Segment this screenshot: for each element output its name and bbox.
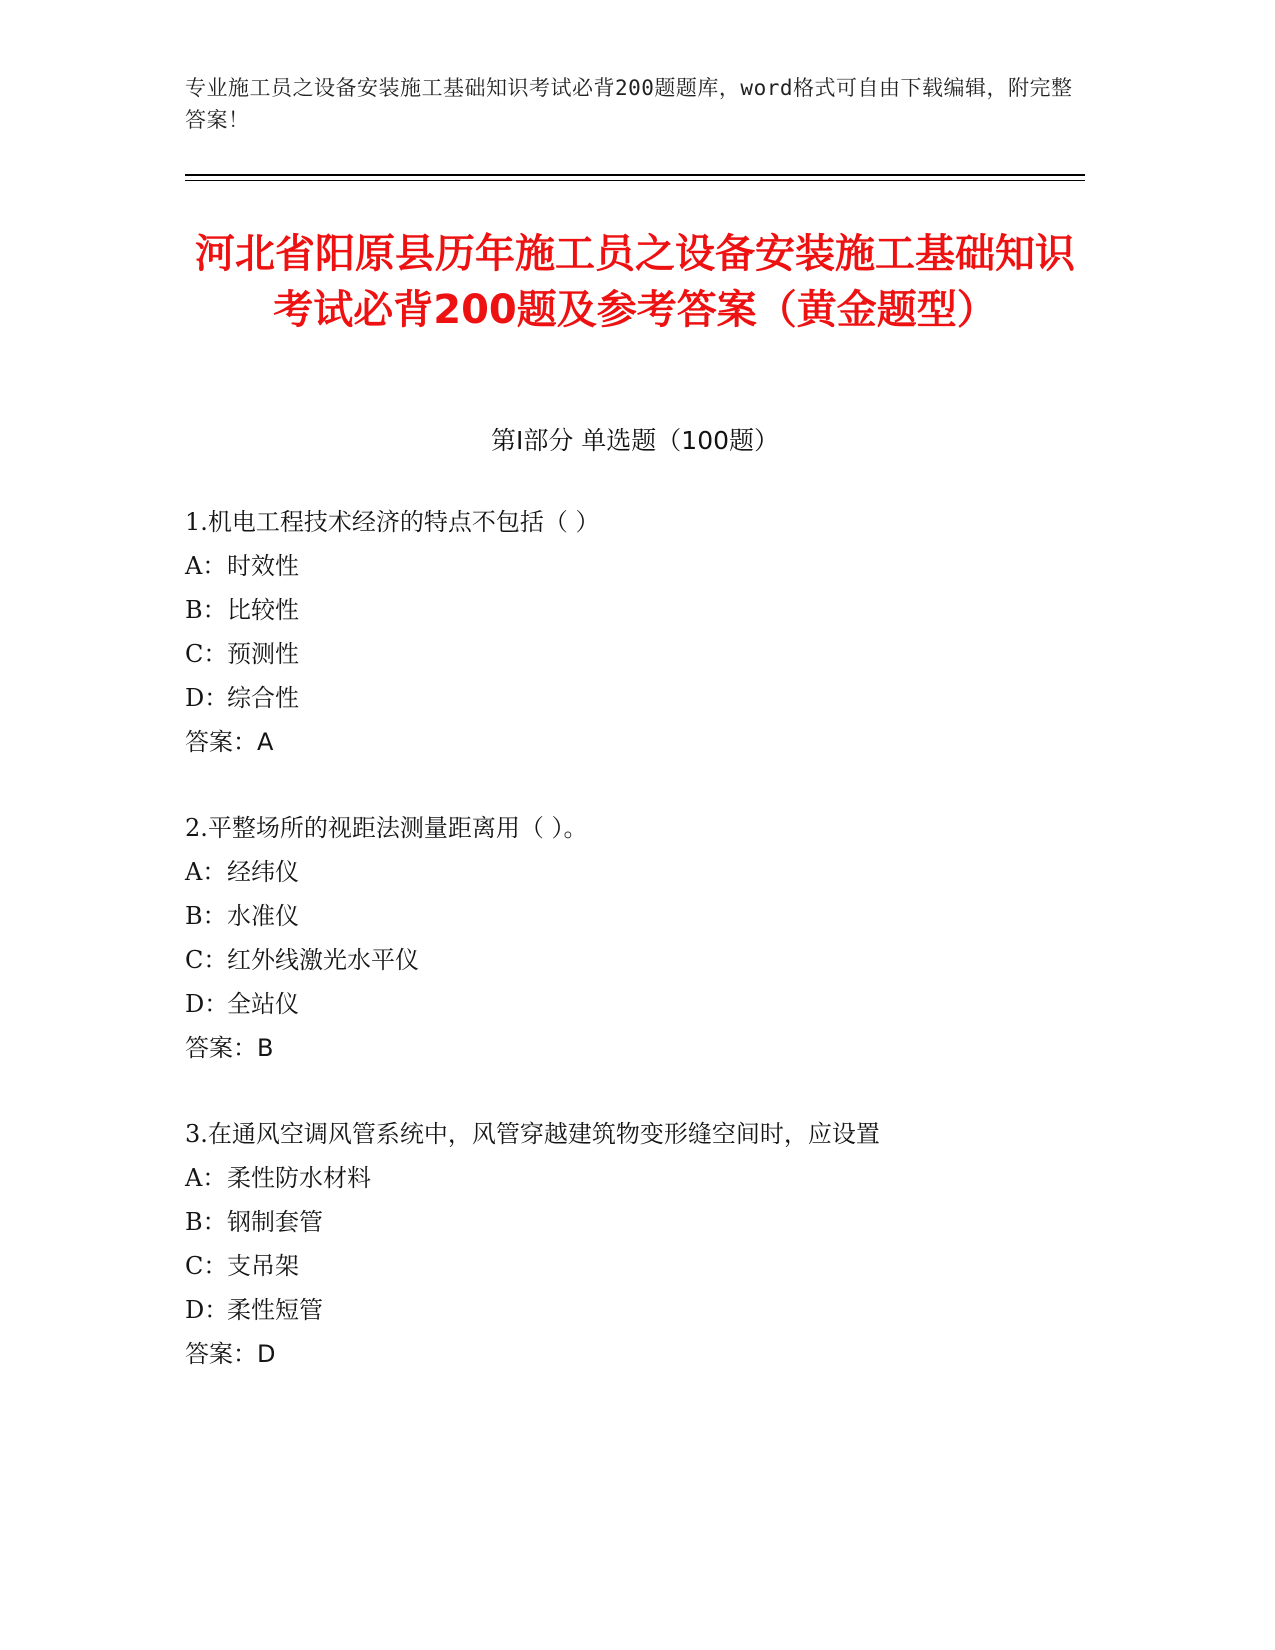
option-letter: A： [185,552,227,580]
option-text: 支吊架 [227,1252,299,1280]
option-text: 时效性 [227,552,299,580]
option-letter: B： [185,596,227,624]
option-text: 柔性短管 [227,1296,323,1324]
answer-value: A [257,728,274,756]
option-text: 预测性 [227,640,299,668]
option-letter: A： [185,1164,227,1192]
option-d [185,1288,1085,1332]
option-letter: C： [185,1252,228,1280]
question-stem: 3.在通风空调风管系统中，风管穿越建筑物变形缝空间时，应设置 [185,1120,880,1148]
question-stem: 2.平整场所的视距法测量距离用（ ）。 [185,814,588,842]
option-c [185,1244,1085,1288]
answer-line [185,1332,1085,1376]
header-note: 专业施工员之设备安装施工基础知识考试必背200题题库，word格式可自由下载编辑，附完整答案！ [185,76,1073,132]
answer-line [185,720,1085,764]
answer-label: 答案： [185,728,257,756]
question-2 [185,806,1085,1070]
option-letter: D： [185,1296,229,1324]
section-title: 第Ⅰ部分 单选题（100题） [490,426,780,455]
option-letter: D： [185,990,229,1018]
option-d [185,982,1085,1026]
option-letter: C： [185,946,228,974]
option-a [185,1156,1085,1200]
option-text: 柔性防水材料 [227,1164,371,1192]
document-title: 河北省阳原县历年施工员之设备安装施工基础知识考试必背200题及参考答案（黄金题型） [195,231,1075,333]
answer-label: 答案： [185,1340,257,1368]
question-1 [185,500,1085,764]
option-letter: D： [185,684,229,712]
option-b [185,894,1085,938]
option-c [185,632,1085,676]
option-text: 钢制套管 [227,1208,323,1236]
option-text: 红外线激光水平仪 [227,946,419,974]
option-a [185,850,1085,894]
option-letter: A： [185,858,227,886]
option-c [185,938,1085,982]
option-b [185,1200,1085,1244]
option-text: 全站仪 [227,990,299,1018]
header-divider-thick [185,174,1085,176]
question-stem: 1.机电工程技术经济的特点不包括（ ） [185,508,600,536]
option-text: 比较性 [227,596,299,624]
answer-value: B [257,1034,274,1062]
option-text: 水准仪 [227,902,299,930]
question-list [185,500,1085,1418]
answer-line [185,1026,1085,1070]
question-3 [185,1112,1085,1376]
option-text: 经纬仪 [227,858,299,886]
option-letter: B： [185,1208,227,1236]
option-letter: C： [185,640,228,668]
answer-label: 答案： [185,1034,257,1062]
option-letter: B： [185,902,227,930]
option-a [185,544,1085,588]
answer-value: D [257,1340,276,1368]
option-d [185,676,1085,720]
header-divider-thin [185,180,1085,181]
option-text: 综合性 [227,684,299,712]
option-b [185,588,1085,632]
